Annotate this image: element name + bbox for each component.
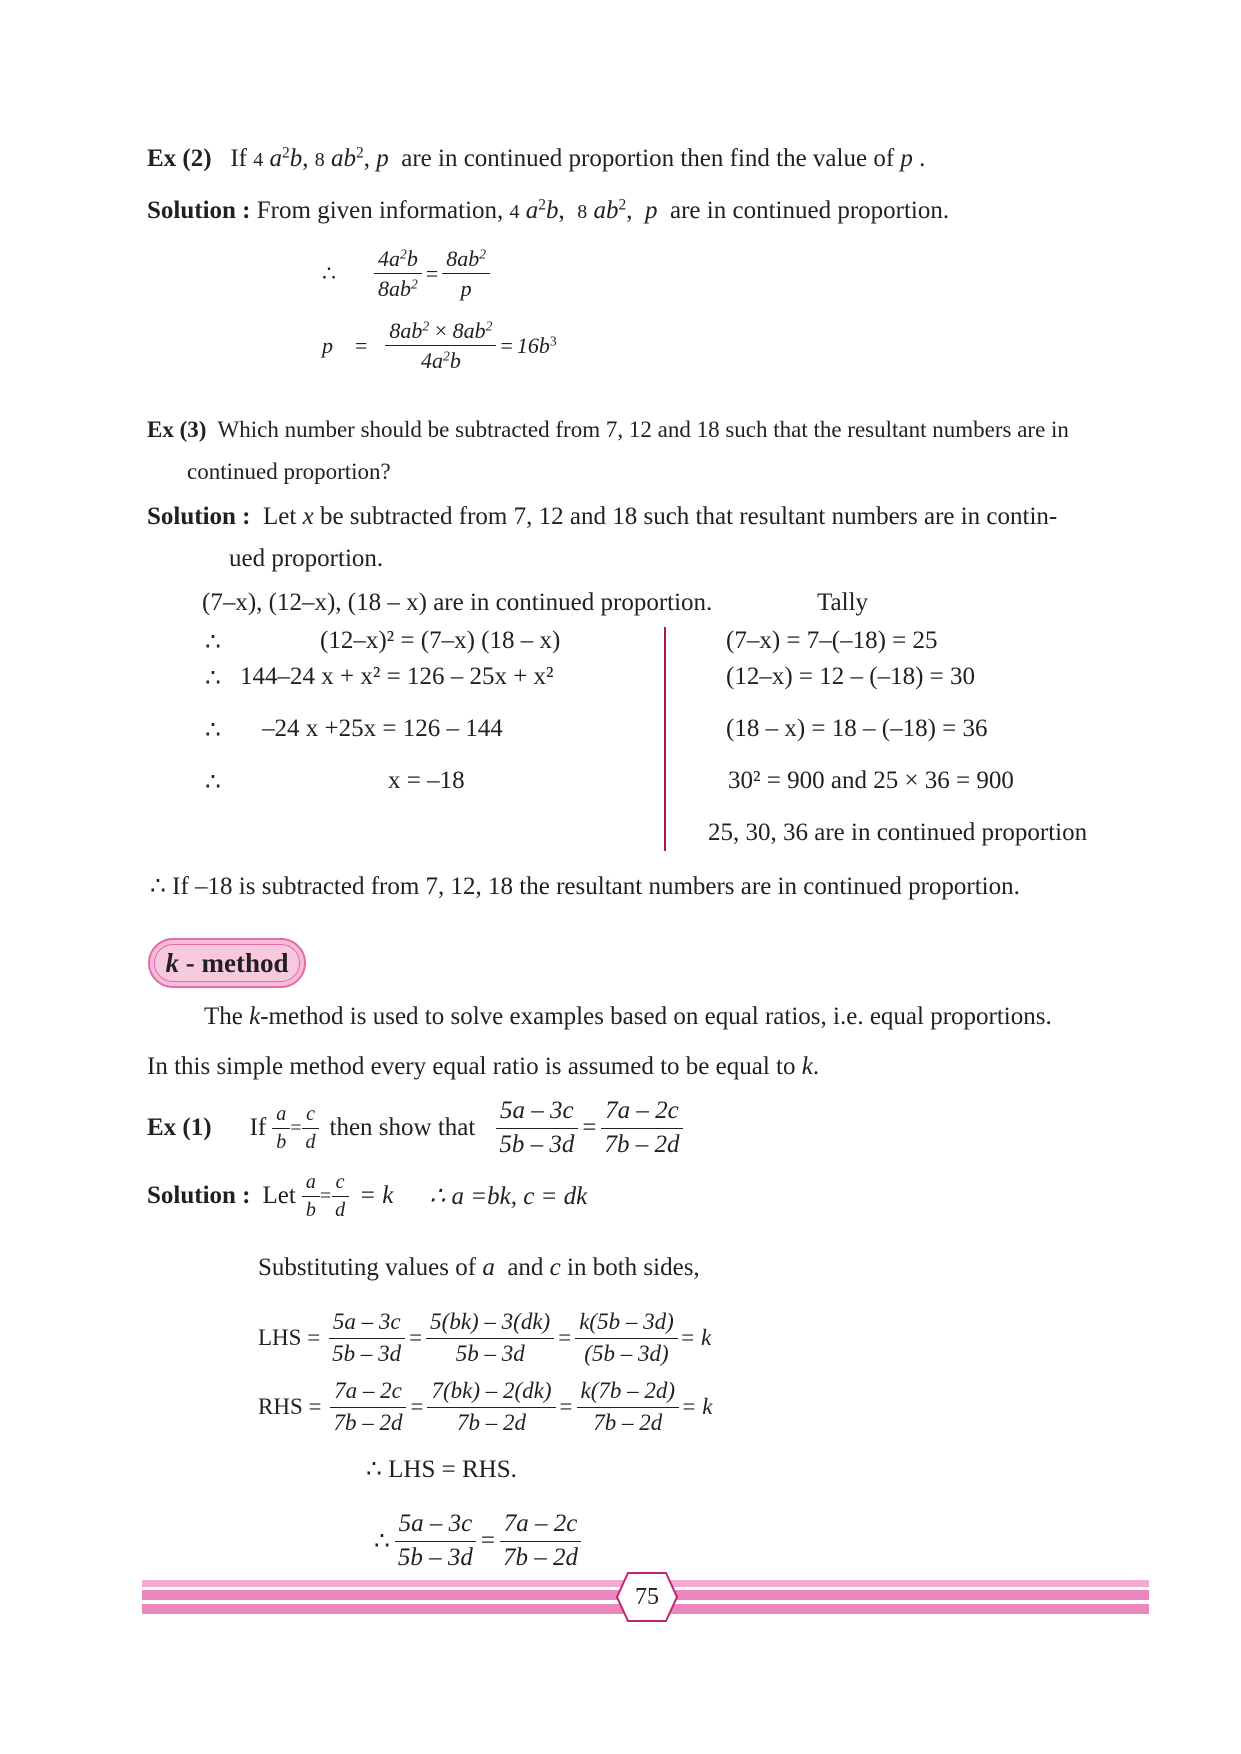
step-1: (12–x)² = (7–x) (18 – x) [320, 627, 561, 654]
therefore-symbol: ∴ [205, 665, 221, 692]
ex3-solution-line2: ued proportion. [229, 545, 384, 572]
fraction: $\frac{c}{d}$ [302, 1103, 320, 1154]
fraction: $\frac{a}{b}$ [302, 1171, 320, 1222]
ex2-equation-1: ∴ $\frac{4a^2b}{8ab^2}$ = $\frac{8ab^2}{p}$ [322, 246, 490, 302]
fraction: $\frac{c}{d}$ [331, 1171, 349, 1222]
kex1-label: Ex (1) [147, 1114, 212, 1141]
tally-step-2: (12–x) = 12 – (–18) = 30 [726, 663, 975, 690]
page-number: 75 [635, 1583, 659, 1610]
k-method-intro-line1: The k-method is used to solve examples based on equal ratios, i.e. equal proportions. [204, 1003, 1052, 1030]
fraction: $\frac{5a - 3c}{5b - 3d}$ [394, 1510, 477, 1573]
tally-step-1: (7–x) = 7–(–18) = 25 [726, 627, 938, 654]
rhs-equation: RHS = $\frac{7a - 2c}{7b - 2d}$ = $\frac{7(bk) - 2(dk)}{7b - 2d}$ = $\frac{k(7b - 2d)}{7b - 2d}$ = k [258, 1378, 713, 1435]
substitution-text: Substituting values of a and c in both sides, [258, 1254, 700, 1281]
lhs-equation: LHS = $\frac{5a - 3c}{5b - 3d}$ = $\frac{5(bk) - 3(dk)}{5b - 3d}$ = $\frac{k(5b - 3d)}{(5b - 3d)}$ = k [258, 1309, 712, 1366]
ex3-solution-line1: Solution : Let x be subtracted from 7, 12 and 18 such that resultant numbers are in contin- [147, 503, 1058, 530]
ex2-label: Ex (2) [147, 145, 212, 172]
fraction: $\frac{7a - 2c}{7b - 2d}$ [329, 1378, 406, 1436]
tally-step-5: 25, 30, 36 are in continued proportion [708, 819, 1088, 846]
fraction: $\frac{7a - 2c}{7b - 2d}$ [600, 1097, 683, 1160]
ex2-solution-line: Solution : From given information, 4 $a^2b$, 8 $ab^2$, p are in continued proportion. [147, 196, 950, 224]
fraction: $\frac{5a - 3c}{5b - 3d}$ [328, 1309, 405, 1367]
ex2-equation-2: p = $\frac{8ab^2 \times 8ab^2}{4a^2b}$ = $16b^3$ [322, 318, 557, 374]
k-method-intro-line2: In this simple method every equal ratio is assumed to be equal to k. [147, 1053, 820, 1080]
therefore-symbol: ∴ [205, 629, 221, 656]
ex2-solution-label: Solution : [147, 197, 251, 224]
step-3: –24 x +25x = 126 – 144 [262, 715, 503, 742]
ex3-solution-label: Solution : [147, 503, 251, 530]
page-number-badge [616, 1571, 678, 1623]
fraction: $\frac{5(bk) - 3(dk)}{5b - 3d}$ [426, 1309, 554, 1367]
tally-label: Tally [817, 589, 869, 616]
tally-step-4: 30² = 900 and 25 × 36 = 900 [728, 767, 1014, 794]
final-equation: ∴ $\frac{5a - 3c}{5b - 3d}$ = $\frac{7a - 2c}{7b - 2d}$ [374, 1508, 582, 1574]
fraction: $\frac{8ab^2}{p}$ [442, 246, 490, 302]
ex2-question: Ex (2) If 4 $a^2b$, 8 $ab^2$, p are in continued proportion then find the value of p . [147, 144, 926, 172]
kex1-solution-label: Solution : [147, 1182, 251, 1209]
divider-line [664, 627, 666, 851]
fraction: $\frac{4a^2b}{8ab^2}$ [374, 246, 422, 302]
kex1-question: Ex (1) If $\frac{a}{b}$ = $\frac{c}{d}$ then show that $\frac{5a - 3c}{5b - 3d}$ = $\frac{7a - 2c}{7b - 2d}$ [147, 1093, 683, 1163]
kex1-solution: Solution : Let $\frac{a}{b}$ = $\frac{c}{d}$ = k ∴ a =bk, c = dk [147, 1170, 588, 1221]
tally-step-3: (18 – x) = 18 – (–18) = 36 [726, 715, 988, 742]
fraction: $\frac{k(5b - 3d)}{(5b - 3d)}$ [575, 1309, 678, 1367]
therefore-symbol: ∴ [205, 769, 221, 796]
ex3-question-line1: Ex (3) Which number should be subtracted from 7, 12 and 18 such that the resultant numbers are in [147, 417, 1069, 442]
therefore-symbol: ∴ [205, 717, 221, 744]
ex3-proportion-line: (7–x), (12–x), (18 – x) are in continued proportion. [202, 589, 713, 616]
k-method-heading: k - method [148, 938, 306, 988]
ex2-question-text: are in continued proportion then find the value of [401, 145, 895, 172]
fraction: $\frac{8ab^2 \times 8ab^2}{4a^2b}$ [385, 318, 496, 374]
fraction: $\frac{7a - 2c}{7b - 2d}$ [499, 1510, 582, 1573]
ex2-if: If [230, 145, 247, 172]
lhs-equals-rhs: ∴ LHS = RHS. [366, 1456, 517, 1483]
step-4: x = –18 [388, 767, 465, 794]
fraction: $\frac{5a - 3c}{5b - 3d}$ [495, 1097, 578, 1160]
fraction: $\frac{k(7b - 2d)}{7b - 2d}$ [577, 1378, 680, 1436]
ex3-question-line2: continued proportion? [187, 459, 391, 484]
fraction: $\frac{7(bk) - 2(dk)}{7b - 2d}$ [427, 1378, 555, 1436]
ex3-conclusion: ∴ If –18 is subtracted from 7, 12, 18 the resultant numbers are in continued proportion. [150, 873, 1020, 900]
ex3-label: Ex (3) [147, 417, 207, 442]
fraction: $\frac{a}{b}$ [272, 1103, 290, 1154]
step-2: 144–24 x + x² = 126 – 25x + x² [240, 663, 554, 690]
